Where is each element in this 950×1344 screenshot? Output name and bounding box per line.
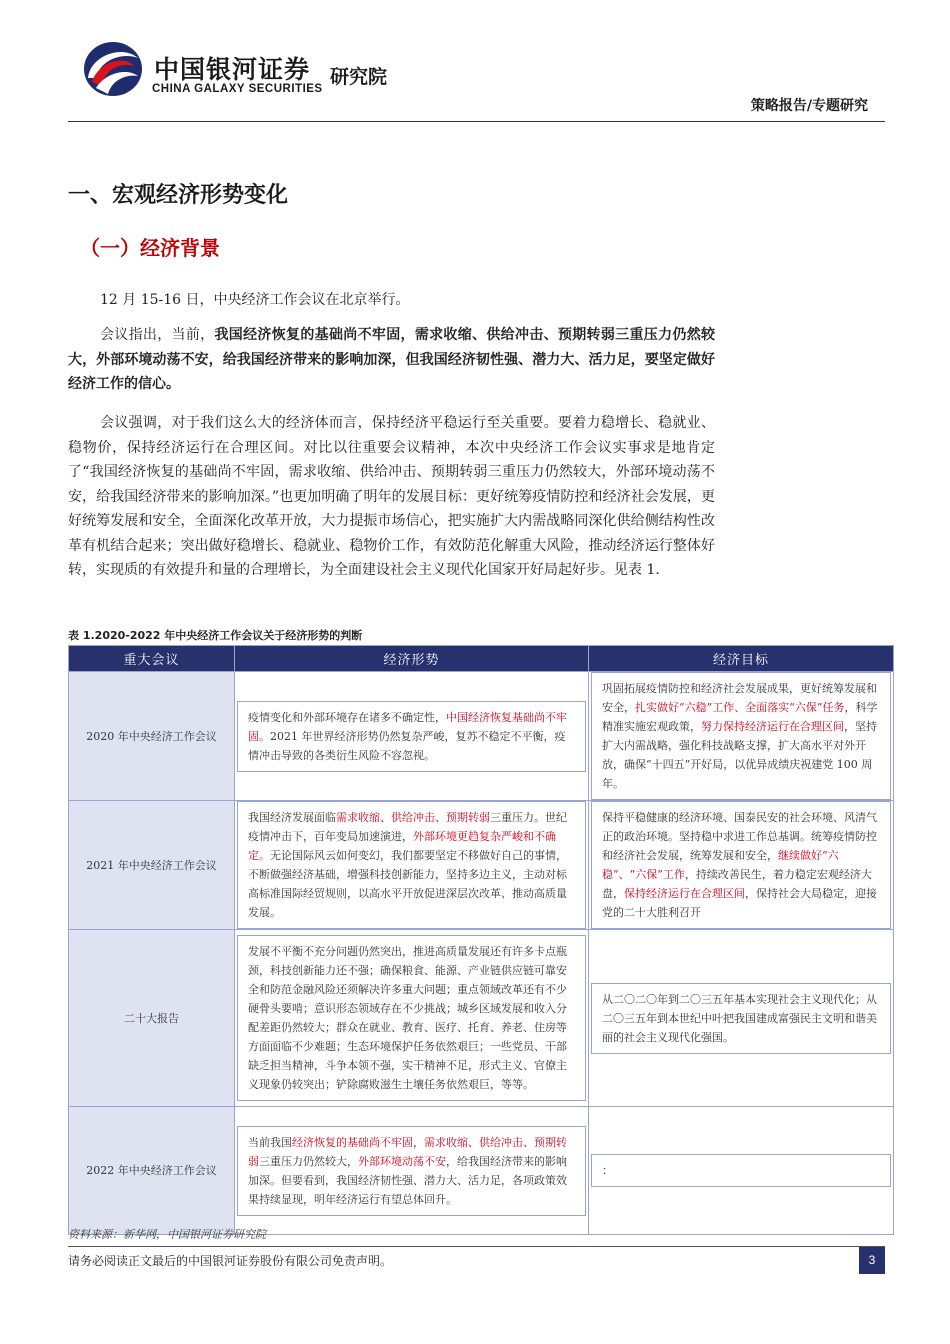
paragraph-lead: 会议指出，当前，: [100, 327, 215, 343]
situation-text: [237, 801, 586, 929]
cell-text: ，持续改善民生，着力稳定宏观经济大盘，: [602, 868, 872, 900]
goal-cell: [589, 1107, 894, 1235]
brand-institute: 研究院: [330, 66, 388, 88]
column-header-goal: 经济目标: [589, 646, 894, 672]
highlighted-text: 继续做好“六稳”、“六保”工作: [602, 849, 839, 881]
cell-text: 疫情变化和外部环境存在诸多不确定性，: [248, 710, 446, 724]
highlighted-text: 保持经济运行在合理区间: [624, 887, 745, 900]
cell-text: 三重压力。世纪疫情冲击下，百年变局加速演进，: [248, 811, 567, 843]
paragraph-meeting-emphasis: 会议强调，对于我们这么大的经济体而言，保持经济平稳运行至关重要。要着力稳增长、稳就业、稳物价，保持经济运行在合理区间。对比以往重要会议精神，本次中央经济工作会议实事求是地肯定了“我国经济恢复的基础尚不牢固，需求收缩、供给冲击、预期转弱三重压力仍然较大，外部环境动荡不安，给我国经济带来的影响加深。”也更加明确了明年的发展目标：更好统筹疫情防控和经济社会发展，更好统筹发展和安全，全面深化改革开放，大力提振市场信心，把实施扩大内需战略同深化供给侧结构性改革有机结合起来；突出做好稳增长、稳就业、稳物价工作，有效防范化解重大风险，推动经济运行整体好转，实现质的有效提升和量的合理增长，为全面建设社会主义现代化国家开好局起好步。见表 1.: [68, 415, 715, 578]
meeting-cell: 二十大报告: [69, 930, 235, 1107]
cell-text: 从二〇二〇年到二〇三五年基本实现社会主义现代化；从二〇三五年到本世纪中叶把我国建成富强民主文明和谐美丽的社会主义现代化强国。: [602, 992, 877, 1044]
meeting-cell: 2021 年中央经济工作会议: [69, 801, 235, 930]
brand-name-en: CHINA GALAXY SECURITIES: [152, 83, 323, 95]
column-header-situation: 经济形势: [235, 646, 589, 672]
cell-text: ，保持社会大局稳定，迎接党的二十大胜利召开: [602, 887, 877, 919]
goal-cell: [589, 672, 894, 801]
goal-cell: [589, 801, 894, 930]
report-type-label: 策略报告/专题研究: [750, 98, 868, 114]
cell-text: ，给我国经济带来的影响加深。但要看到，我国经济韧性强、潜力大、活力足，各项政策效果持续显现，明年经济运行有望总体回升。: [248, 1154, 567, 1206]
cell-text: 保持平稳健康的经济环境、国泰民安的社会环境、风清气正的政治环境。坚持稳中求进工作总基调。统筹疫情防控和经济社会发展，统筹发展和安全，: [602, 811, 877, 862]
cell-text: 当前我国: [248, 1135, 292, 1149]
cell-text: ，科学精准实施宏观政策，: [602, 701, 878, 733]
table-row: [69, 672, 894, 801]
cell-text: ：: [602, 1164, 613, 1177]
goal-text: [591, 672, 891, 800]
goal-text: [591, 1154, 891, 1187]
highlighted-text: 需求收缩、供给冲击、预期转弱: [336, 811, 490, 824]
page-number: 3: [859, 1247, 885, 1274]
situation-cell: [235, 930, 589, 1107]
table-source-note: 资料来源：新华网，中国银河证券研究院: [68, 1228, 266, 1241]
goal-text: [591, 801, 891, 929]
situation-text: [237, 935, 586, 1101]
paragraph-meeting-findings: [68, 323, 715, 397]
situation-cell: [235, 1107, 589, 1235]
highlighted-text: 外部环境更趋复杂严峻和不确定: [248, 830, 556, 862]
cell-text: 巩固拓展疫情防控和经济社会发展成果，更好统筹发展和安全，: [602, 682, 877, 714]
column-header-meeting: 重大会议: [69, 646, 235, 672]
table-row: [69, 1107, 894, 1235]
footer-divider: [68, 1246, 885, 1247]
meeting-cell: 2022 年中央经济工作会议: [69, 1107, 235, 1235]
paragraph-bold-text: 我国经济恢复的基础尚不牢固，需求收缩、供给冲击、预期转弱三重压力仍然较大，外部环境动荡不安，给我国经济带来的影响加深，但我国经济韧性强、潜力大、活力足，要坚定做好经济工作的信心。: [68, 327, 716, 392]
galaxy-logo-icon: [82, 38, 144, 100]
highlighted-text: 需求收缩、供给冲击、预期转弱: [248, 1135, 567, 1168]
header-divider: [68, 121, 885, 122]
economic-judgement-table: [68, 645, 894, 1235]
table-row: [69, 930, 894, 1107]
meeting-cell: 2020 年中央经济工作会议: [69, 672, 235, 801]
cell-text: 发展不平衡不充分问题仍然突出，推进高质量发展还有许多卡点瓶颈，科技创新能力还不强；确保粮食、能源、产业链供应链可靠安全和防范金融风险还须解决许多重大问题；重点领域改革还有不少硬骨头要啃；意识形态领域存在不少挑战；城乡区域发展和收入分配差距仍然较大；群众在就业、教育、医疗、托育、养老、住房等方面面临不少难题；生态环境保护任务依然艰巨；一些党员、干部缺乏担当精神，斗争本领不强，实干精神不足，形式主义、官僚主义现象仍较突出；铲除腐败滋生土壤任务依然艰巨，等等。: [248, 945, 567, 1091]
table-row: [69, 801, 894, 930]
footer-disclaimer: 请务必阅读正文最后的中国银河证券股份有限公司免责声明。: [68, 1254, 393, 1268]
goal-text: [591, 983, 891, 1054]
cell-text: 三重压力仍然较大，: [259, 1154, 358, 1168]
situation-text: [237, 701, 586, 772]
paragraph-meeting-date: 12 月 15-16 日，中央经济工作会议在北京举行。: [100, 292, 410, 308]
highlighted-text: 努力保持经济运行在合理区间: [701, 720, 844, 733]
highlighted-text: 扎实做好“六稳”工作、全面落实“六保”任务: [635, 701, 845, 714]
cell-text: 。2021 年世界经济形势仍然复杂严峻，复苏不稳定不平衡，疫情冲击导致的各类衍生风险不容忽视。: [248, 729, 566, 762]
highlighted-text: 经济恢复的基础尚不牢固: [292, 1135, 413, 1149]
cell-text: 我国经济发展面临: [248, 811, 336, 824]
cell-text: 。无论国际风云如何变幻，我们都要坚定不移做好自己的事情，不断做强经济基础，增强科技创新能力，坚持多边主义，主动对标高标准国际经贸规则，以高水平开放促进深层次改革、推动高质量发展。: [248, 849, 567, 919]
goal-cell: [589, 930, 894, 1107]
cell-text: ，坚持扩大内需战略，强化科技战略支撑，扩大高水平对外开放，确保“十四五”开好局，以优异成绩庆祝建党 100 周年。: [602, 720, 877, 790]
situation-cell: [235, 672, 589, 801]
section-heading: 一、宏观经济形势变化: [68, 183, 289, 208]
table-body: [69, 672, 894, 1235]
cell-text: ，: [413, 1135, 424, 1149]
brand-name-cn: 中国银河证券: [154, 55, 311, 84]
situation-text: [237, 1126, 586, 1216]
highlighted-text: 中国经济恢复基础尚不牢固: [248, 710, 567, 743]
highlighted-text: 外部环境动荡不安: [358, 1154, 446, 1168]
table-header-row: [69, 646, 894, 672]
situation-cell: [235, 801, 589, 930]
table-caption: 表 1.2020-2022 年中央经济工作会议关于经济形势的判断: [68, 629, 363, 642]
subsection-heading: （一）经济背景: [80, 236, 220, 260]
